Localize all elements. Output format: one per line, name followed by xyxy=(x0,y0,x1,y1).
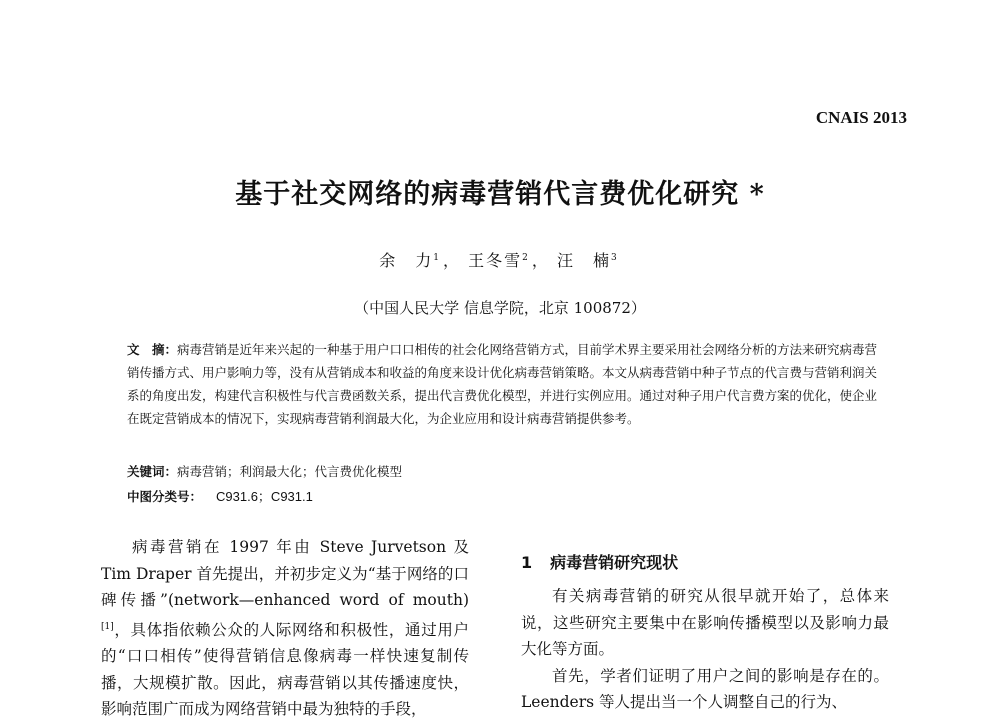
citation-ref: [1] xyxy=(101,621,114,632)
keywords-label: 关键词： xyxy=(127,464,178,479)
abstract-label: 文 摘： xyxy=(127,342,178,357)
affiliation: （中国人民大学 信息学院，北京 100872） xyxy=(354,299,646,317)
keywords xyxy=(127,462,402,480)
author-separator: ， xyxy=(531,251,550,270)
abstract xyxy=(127,338,887,430)
classification-codes: C931.6；C931.1 xyxy=(216,489,313,504)
section-heading xyxy=(521,550,678,573)
paper-title: 基于社交网络的病毒营销代言费优化研究 * xyxy=(235,179,765,210)
conference-label: CNAIS 2013 xyxy=(815,108,907,127)
abstract-text: 病毒营销是近年来兴起的一种基于用户口口相传的社会化网络营销方式，目前学术界主要采用社会网络分析的方法来研究病毒营销传播方式、用户影响力等，没有从营销成本和收益的角度来设计优化病毒营销策略。本文从病毒营销中种子节点的代言费与营销利润关系的角度出发，构建代言积极性与代言费函数关系，提出代言费优化模型，并进行实例应用。通过对种子用户代言费方案的优化，使企业在既定营销成本的情况下，实现病毒营销利润最大化，为企业应用和设计病毒营销提供参考。 xyxy=(127,342,878,426)
body-paragraph: 首先，学者们证明了用户之间的影响是存在的。Leenders 等人提出当一个人调整自己的行为、 xyxy=(521,666,889,711)
body-left-column xyxy=(101,534,469,723)
author-name: 汪 楠 xyxy=(556,251,611,270)
section-title: 病毒营销研究现状 xyxy=(550,553,679,572)
body-paragraph xyxy=(101,534,469,723)
author-name: 王冬雪 xyxy=(468,251,523,270)
section-number: 1 xyxy=(521,553,533,572)
author-affil-mark: 2 xyxy=(522,252,530,263)
author-affil-mark: 3 xyxy=(611,252,619,263)
paragraph-text: 病毒营销在 1997 年由 Steve Jurvetson 及 Tim Draper 首先提出，并初步定义为“基于网络的口碑传播”(network—enhanced word of mouth) xyxy=(101,538,469,609)
classification-label: 中图分类号： xyxy=(127,489,203,504)
classification xyxy=(127,486,313,505)
body-paragraph: 有关病毒营销的研究从很早就开始了，总体来说，这些研究主要集中在影响传播模型以及影响力最大化等方面。 xyxy=(521,587,889,658)
author-list xyxy=(0,248,1000,271)
author-affil-mark: 1 xyxy=(433,252,442,263)
paragraph-text: ，具体指依赖公众的人际网络和积极性，通过用户的“口口相传”使得营销信息像病毒一样快速复制传播，大规模扩散。因此，病毒营销以其传播速度快，影响范围广而成为网络营销中最为独特的手段， xyxy=(101,620,469,719)
body-right-column xyxy=(521,583,889,716)
author-separator: ， xyxy=(443,251,462,270)
keywords-text: 病毒营销；利润最大化；代言费优化模型 xyxy=(177,464,403,479)
author-name: 余 力 xyxy=(379,251,434,270)
